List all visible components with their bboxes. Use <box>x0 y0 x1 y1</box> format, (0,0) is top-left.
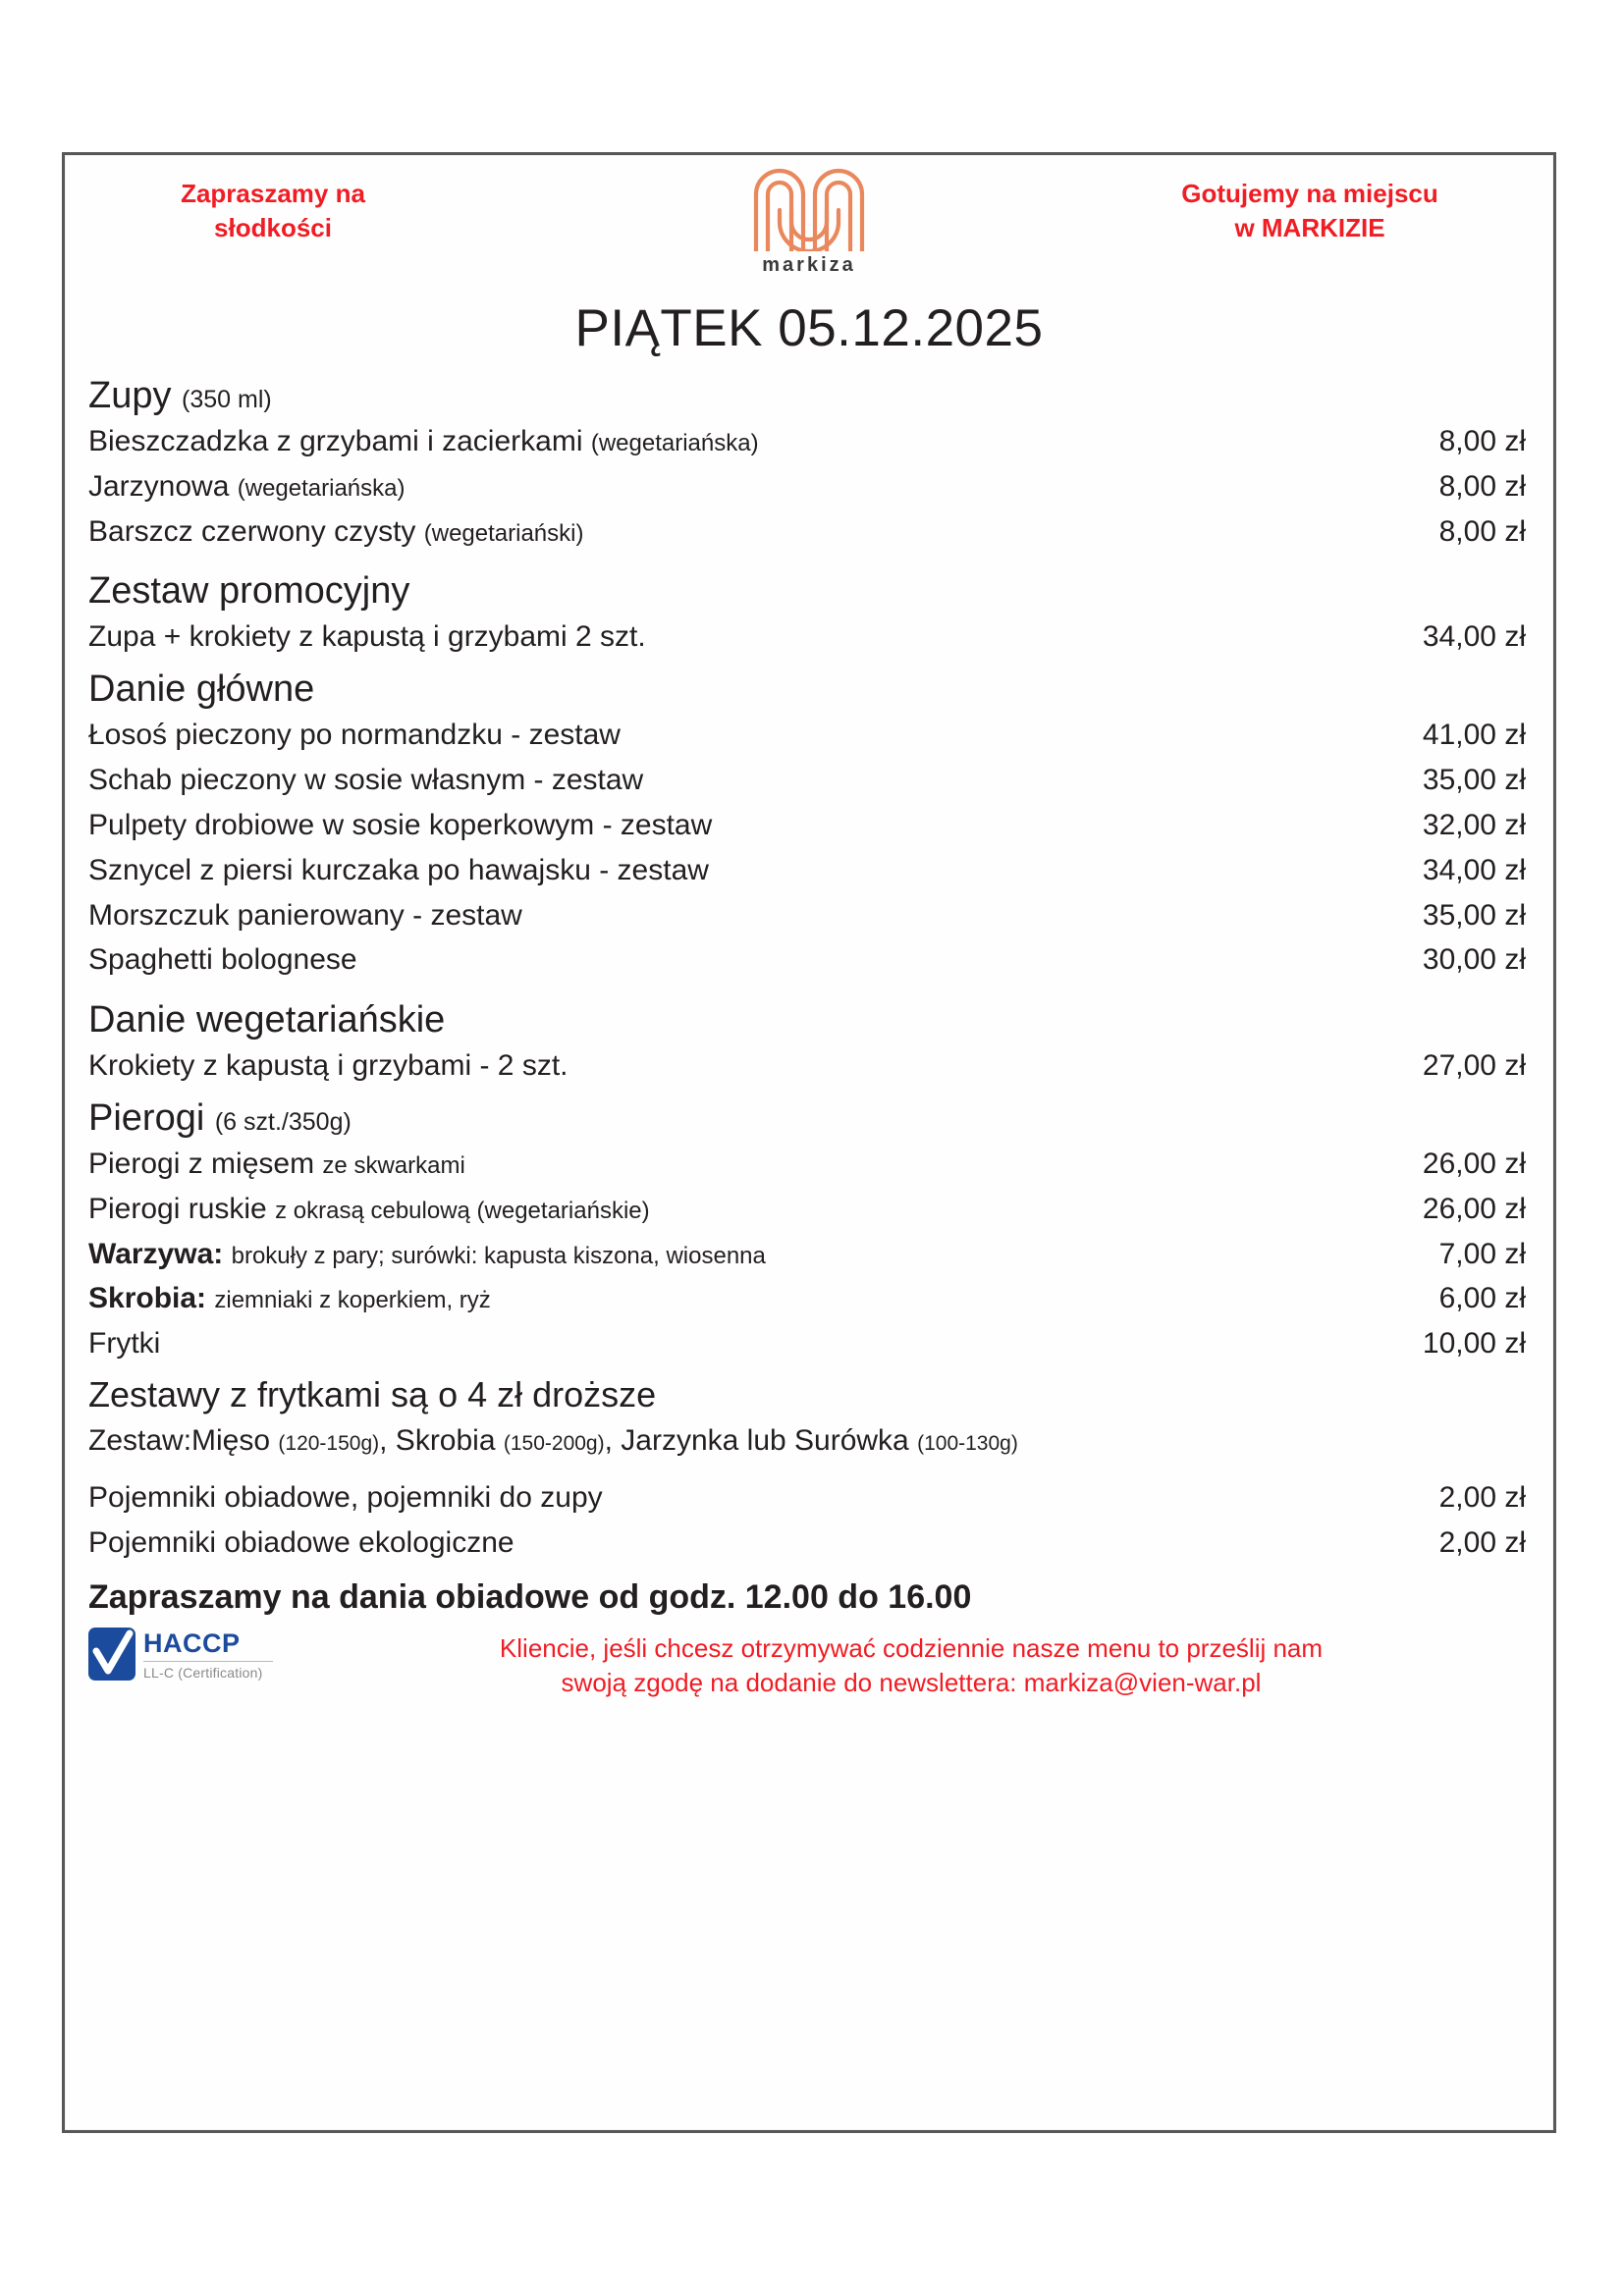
spacer <box>88 1462 1526 1475</box>
menu-row-side <box>88 1232 1526 1277</box>
menu-row-container <box>88 1521 1526 1566</box>
menu-item-price: 35,00 zł <box>1422 763 1526 796</box>
menu-item-name: Sznycel z piersi kurczaka po hawajsku - zestaw <box>88 853 709 886</box>
frytki-price: 10,00 zł <box>1422 1327 1526 1361</box>
menu-item-name <box>88 1145 1349 1184</box>
promo-sweets-line2: słodkości <box>214 212 332 242</box>
menu-item-price: 27,00 zł <box>1422 1049 1526 1083</box>
brand-name: markiza <box>762 254 856 276</box>
menu-row-side <box>88 1276 1526 1321</box>
menu-item-price: 34,00 zł <box>1422 853 1526 886</box>
menu-item-name <box>88 467 1349 507</box>
item-sublabel: ze skwarkami <box>322 1151 465 1179</box>
menu-row-frytki <box>88 1321 1526 1366</box>
section-title: Zestaw promocyjny <box>88 570 410 613</box>
menu-row-container <box>88 1475 1526 1521</box>
menu-item-price: 26,00 zł <box>1422 1147 1526 1180</box>
haccp-title: HACCP <box>143 1628 241 1658</box>
menu-row <box>88 713 1526 758</box>
menu-page <box>62 152 1556 2133</box>
menu-row <box>88 937 1526 983</box>
newsletter-line2: swoją zgodę na dodanie do newslettera: markiza@vien-war.pl <box>561 1668 1262 1698</box>
menu-item-price: 34,00 zł <box>1422 620 1526 654</box>
section-heading-zupy <box>88 376 1526 417</box>
container-price: 2,00 zł <box>1438 1480 1526 1514</box>
side-name <box>88 1279 1349 1318</box>
section-heading-pierogi <box>88 1098 1526 1140</box>
menu-item-name: Krokiety z kapustą i grzybami - 2 szt. <box>88 1049 568 1083</box>
side-price: 6,00 zł <box>1438 1282 1526 1315</box>
composition-meat-weight: (120-150g) <box>278 1431 380 1455</box>
section-title: Zupy <box>88 375 172 416</box>
markiza-m-icon <box>746 161 872 251</box>
section-title: Danie wegetariańskie <box>88 999 446 1041</box>
menu-item-price: 32,00 zł <box>1422 808 1526 841</box>
side-label: Skrobia: <box>88 1282 207 1315</box>
haccp-divider <box>143 1661 273 1662</box>
page-title: PIĄTEK 05.12.2025 <box>574 299 1044 357</box>
newsletter-note <box>273 1626 1528 1702</box>
menu-row <box>88 893 1526 938</box>
composition-meat-label: Zestaw:Mięso <box>88 1423 271 1457</box>
container-name: Pojemniki obiadowe ekologiczne <box>88 1525 514 1559</box>
frytki-name: Frytki <box>88 1327 161 1361</box>
menu-row <box>88 803 1526 848</box>
menu-item-name: Spaghetti bolognese <box>88 943 357 977</box>
item-sublabel: (wegetariański) <box>423 519 584 547</box>
side-description: brokuły z pary; surówki: kapusta kiszona, wiosenna <box>231 1242 766 1269</box>
item-label: Pierogi ruskie <box>88 1192 267 1225</box>
promo-sweets-line1: Zapraszamy na <box>181 179 365 208</box>
item-label: Barszcz czerwony czysty <box>88 514 416 548</box>
menu-item-price: 30,00 zł <box>1422 943 1526 977</box>
menu-row <box>88 419 1526 464</box>
menu-item-name <box>88 512 1349 552</box>
section-title: Danie główne <box>88 668 315 711</box>
menu-item-price: 8,00 zł <box>1438 424 1526 457</box>
section-heading-zestaw-promocyjny <box>88 571 1526 613</box>
menu-item-name: Morszczuk panierowany - zestaw <box>88 898 522 932</box>
haccp-checkmark-icon <box>88 1628 135 1681</box>
haccp-subtitle: LL-C (Certification) <box>143 1664 263 1681</box>
haccp-certification-logo <box>88 1626 273 1681</box>
menu-item-price: 8,00 zł <box>1438 469 1526 503</box>
container-price: 2,00 zł <box>1438 1525 1526 1559</box>
menu-row <box>88 614 1526 660</box>
item-label: Bieszczadzka z grzybami i zacierkami <box>88 424 583 457</box>
opening-hours-note: Zapraszamy na dania obiadowe od godz. 12.00 do 16.00 <box>88 1578 972 1617</box>
menu-footer <box>65 1624 1553 1702</box>
item-label: Pierogi z mięsem <box>88 1147 315 1180</box>
menu-row <box>88 1043 1526 1089</box>
item-sublabel: (wegetariańska) <box>590 429 759 456</box>
set-composition-note <box>88 1417 1526 1462</box>
menu-item-name: Pulpety drobiowe w sosie koperkowym - zestaw <box>88 808 713 841</box>
side-name <box>88 1235 1349 1274</box>
promo-cooked-line2: w MARKIZIE <box>1234 212 1385 242</box>
menu-item-name: Łosoś pieczony po normandzku - zestaw <box>88 718 621 751</box>
menu-item-price: 35,00 zł <box>1422 898 1526 932</box>
haccp-text-block <box>143 1628 273 1680</box>
section-title: Pierogi <box>88 1096 205 1139</box>
promo-cooked-onsite-note <box>1113 177 1506 244</box>
section-heading-danie-glowne <box>88 669 1526 711</box>
side-label: Warzywa: <box>88 1237 224 1270</box>
item-sublabel: z okrasą cebulową (wegetariańskie) <box>275 1197 650 1224</box>
composition-starch-label: , Skrobia <box>379 1423 496 1457</box>
item-label: Jarzynowa <box>88 469 230 503</box>
menu-item-price: 41,00 zł <box>1422 718 1526 751</box>
menu-item-price: 8,00 zł <box>1438 514 1526 548</box>
menu-row <box>88 1142 1526 1187</box>
side-price: 7,00 zł <box>1438 1237 1526 1270</box>
section-qty: (6 szt./350g) <box>214 1107 352 1136</box>
surcharge-note: Zestawy z frytkami są o 4 zł droższe <box>88 1374 657 1415</box>
menu-item-name: Schab pieczony w sosie własnym - zestaw <box>88 763 644 796</box>
menu-item-name <box>88 422 1349 461</box>
newsletter-line1: Kliencie, jeśli chcesz otrzymywać codziennie nasze menu to prześlij nam <box>499 1632 1324 1663</box>
menu-item-name <box>88 1190 1349 1229</box>
menu-row <box>88 1187 1526 1232</box>
side-description: ziemniaki z koperkiem, ryż <box>214 1287 491 1314</box>
menu-row <box>88 464 1526 509</box>
menu-row <box>88 509 1526 555</box>
menu-row <box>88 758 1526 803</box>
item-sublabel: (wegetariańska) <box>237 474 406 502</box>
menu-item-name: Zupa + krokiety z kapustą i grzybami 2 szt. <box>88 620 646 654</box>
menu-row <box>88 848 1526 893</box>
promo-cooked-line1: Gotujemy na miejscu <box>1181 179 1438 208</box>
composition-veg-label: , Jarzynka lub Surówka <box>604 1423 909 1457</box>
container-name: Pojemniki obiadowe, pojemniki do zupy <box>88 1480 603 1514</box>
composition-veg-weight: (100-130g) <box>917 1431 1018 1455</box>
menu-body <box>65 376 1553 1624</box>
menu-item-price: 26,00 zł <box>1422 1192 1526 1225</box>
section-qty: (350 ml) <box>182 386 272 413</box>
section-heading-danie-wegetarianskie <box>88 1000 1526 1041</box>
composition-starch-weight: (150-200g) <box>503 1431 605 1455</box>
